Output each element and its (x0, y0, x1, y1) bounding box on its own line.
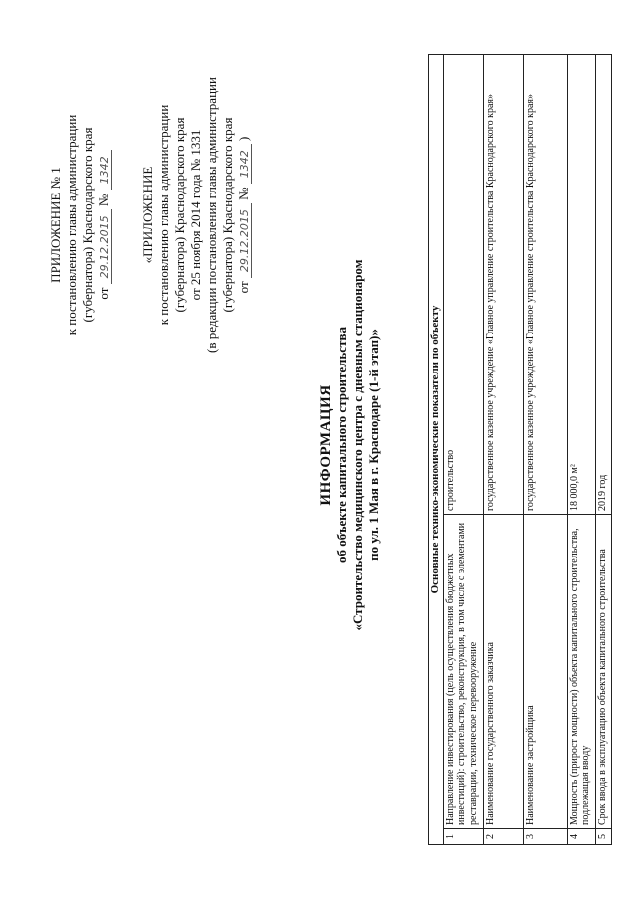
handwritten-date: 29.12.2015 (238, 203, 252, 278)
row-label: Наименование застройщика (523, 515, 567, 829)
row-value: 2019 год (595, 54, 611, 514)
row-value: 18 000,0 м² (567, 54, 595, 514)
appendix-1-line: к постановлению главы администрации (64, 114, 79, 336)
appendix-2-line: (в редакции постановления главы администрации (204, 77, 219, 353)
appendix-1-block (48, 65, 113, 385)
document-title-block (318, 185, 382, 705)
row-number: 1 (443, 829, 483, 845)
object-name-line: по ул. 1 Мая в г. Краснодаре (1-й этап)» (366, 329, 381, 561)
handwritten-number: 1342 (98, 150, 112, 190)
appendix-2-line: (губернатора) Краснодарского края (172, 117, 187, 313)
row-label: Срок ввода в эксплуатацию объекта капитального строительства (595, 515, 611, 829)
row-number: 3 (523, 829, 567, 845)
appendix-2-title: «ПРИЛОЖЕНИЕ (140, 166, 155, 264)
row-value: государственное казенное учреждение «Главное управление строительства Краснодарского края» (523, 54, 567, 514)
appendix-2-line: (губернатора) Краснодарского края (220, 117, 235, 313)
table-row (567, 54, 595, 844)
appendix-2-line: к постановлению главы администрации (156, 104, 171, 326)
appendix-2-line: от 25 ноября 2014 года № 1331 (188, 129, 203, 301)
appendix-1-date-line: от 29.12.2015 № 1342 (96, 65, 113, 385)
indicators-table (428, 54, 612, 845)
table-row (483, 54, 523, 844)
row-number: 5 (595, 829, 611, 845)
appendix-1-line: (губернатора) Краснодарского края (80, 127, 95, 323)
table-header: Основные технико-экономические показатели по объекту (429, 54, 444, 844)
document-title: ИНФОРМАЦИЯ (318, 384, 334, 506)
handwritten-number: 1342 (238, 144, 252, 184)
row-value: строительство (443, 54, 483, 514)
table-row (443, 54, 483, 844)
row-number: 2 (483, 829, 523, 845)
document-subtitle: об объекте капитального строительства (334, 327, 349, 563)
row-number: 4 (567, 829, 595, 845)
appendix-2-block (140, 45, 253, 385)
object-name-line: «Строительство медицинского центра с дневным стационаром (350, 259, 365, 631)
row-value: государственное казенное учреждение «Главное управление строительства Краснодарского края» (483, 54, 523, 514)
row-label: Наименование государственного заказчика (483, 515, 523, 829)
appendix-1-title: ПРИЛОЖЕНИЕ № 1 (48, 167, 63, 283)
handwritten-date: 29.12.2015 (98, 209, 112, 284)
row-label: Направление инвестирования (цель осуществления бюджетных инвестиций): строительство, реконструкция, в том числе с элементами реставрации, техническое перевооружение (443, 515, 483, 829)
table-header-row (429, 54, 444, 844)
table-row (523, 54, 567, 844)
appendix-2-date-line: от 29.12.2015 № 1342 ) (236, 136, 251, 294)
row-label: Мощность (прирост мощности) объекта капитального строительства, подлежащая вводу (567, 515, 595, 829)
table-row (595, 54, 611, 844)
